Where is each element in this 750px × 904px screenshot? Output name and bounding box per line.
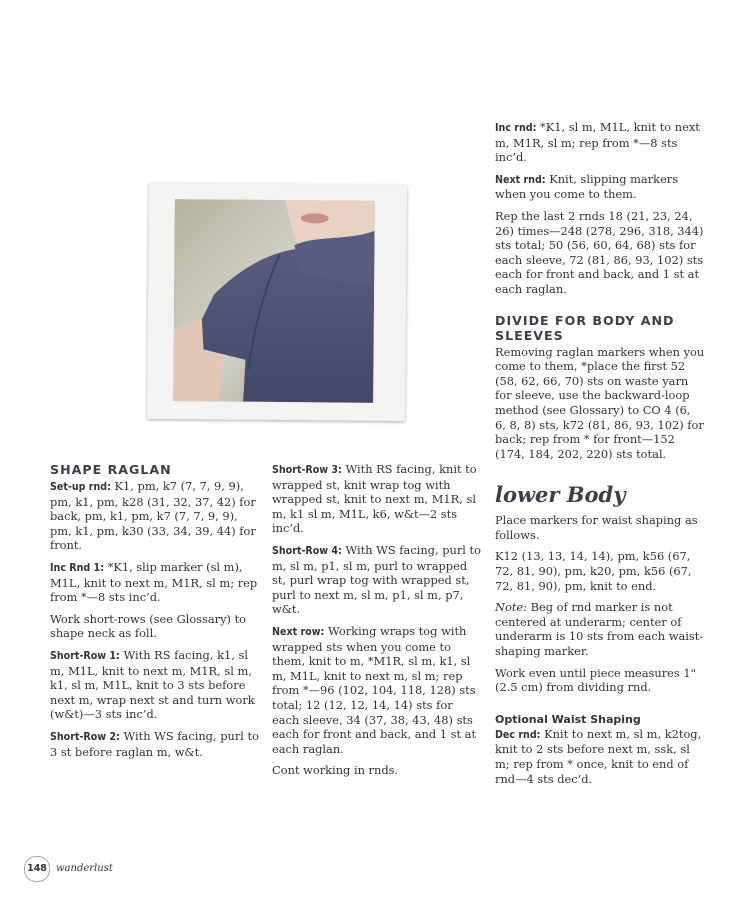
page-footer bbox=[24, 856, 113, 882]
paragraph: Removing raglan markers when you come to them, *place the first 52 (58, 62, 66, 70) sts on waste yarn for sleeve, use the backward-loop method (see Glossary) to CO 4 (6, 6, 8, 8) sts, k72 (81, 86, 93, 102) for back; rep from * for front—152 (174, 184, 202, 220) sts total. bbox=[495, 344, 705, 461]
paragraph: Short-Row 3: With RS facing, knit to wrapped st, knit wrap tog with wrapped st, knit to next m, M1R, sl m, k1 sl m, M1L, k6, w&t—2 sts inc’d. bbox=[272, 462, 477, 536]
paragraph: Rep the last 2 rnds 18 (21, 23, 24, 26) times—248 (278, 296, 318, 344) sts total; 50 (56, 60, 64, 68) sts for each sleeve, 72 (81, 86, 93, 102) sts each for front and back, and 1 st at each raglan. bbox=[495, 208, 704, 296]
section-heading: SHAPE RAGLAN bbox=[50, 462, 172, 477]
paragraph: Place markers for waist shaping as follows. bbox=[495, 513, 698, 542]
paragraph: K12 (13, 13, 14, 14), pm, k56 (67, 72, 81, 90), pm, k20, pm, k56 (67, 72, 81, 90), pm, knit to end. bbox=[495, 549, 692, 593]
section-heading: DIVIDE FOR BODY AND SLEEVES bbox=[495, 312, 675, 343]
column-1 bbox=[50, 462, 260, 766]
page-number: 148 bbox=[24, 856, 50, 882]
paragraph: Short-Row 1: With RS facing, k1, sl m, M1L, knit to next m, M1R, sl m, k1, sl m, M1L, knit to 3 sts before next m, wrap next st and turn work (w&t)—3 sts inc’d. bbox=[50, 647, 255, 722]
paragraph: Note: Beg of rnd marker is not centered at underarm; center of underarm is 10 sts from each waist-shaping marker. bbox=[495, 600, 704, 659]
paragraph: Set-up rnd: K1, pm, k7 (7, 7, 9, 9), pm, k1, pm, k28 (31, 32, 37, 42) for back, pm, k1, pm, k7 (7, 7, 9, 9), pm, k1, pm, k30 (33, 34, 39, 44) for front. bbox=[50, 479, 256, 553]
subheading: Optional Waist Shaping bbox=[495, 712, 641, 726]
paragraph: Short-Row 4: With WS facing, purl to m, sl m, p1, sl m, purl to wrapped st, purl wrap tog with wrapped st, purl to next m, sl m, p1, sl m, p7, w&t. bbox=[272, 542, 481, 617]
section-title: lower Body bbox=[495, 482, 626, 508]
paragraph: Next rnd: Knit, slipping markers when you come to them. bbox=[495, 171, 679, 202]
paragraph: Next row: Working wraps tog with wrapped sts when you come to them, knit to m, *M1R, sl m, k1, sl m, M1L, knit to next m, sl m; rep from *—96 (102, 104, 118, 128) sts total; 12 (12, 12, 14, 14) sts for each sleeve, 34 (37, 38, 43, 48) sts each for front and back, and 1 st at each raglan. bbox=[272, 623, 477, 756]
column-3 bbox=[495, 120, 705, 793]
paragraph: Short-Row 2: With WS facing, purl to 3 st before raglan m, w&t. bbox=[50, 728, 259, 759]
photo-frame bbox=[147, 183, 407, 421]
sweater-photo bbox=[173, 199, 375, 403]
paragraph: Dec rnd: Knit to next m, sl m, k2tog, knit to 2 sts before next m, ssk, sl m; rep from * once, knit to end of rnd—4 sts dec’d. bbox=[495, 726, 702, 786]
paragraph: Cont working in rnds. bbox=[272, 763, 399, 778]
paragraph: Inc rnd: *K1, sl m, M1L, knit to next m, M1R, sl m; rep from *—8 sts inc’d. bbox=[495, 120, 700, 165]
sweater-illustration bbox=[173, 199, 375, 403]
book-title: wanderlust bbox=[56, 863, 113, 874]
paragraph: Work short-rows (see Glossary) to shape neck as foll. bbox=[50, 611, 247, 641]
paragraph: Inc Rnd 1: *K1, slip marker (sl m), M1L, knit to next m, M1R, sl m; rep from *—8 sts inc’d. bbox=[50, 559, 258, 605]
column-2 bbox=[272, 462, 482, 785]
paragraph: Work even until piece measures 1" (2.5 cm) from dividing rnd. bbox=[495, 665, 696, 695]
